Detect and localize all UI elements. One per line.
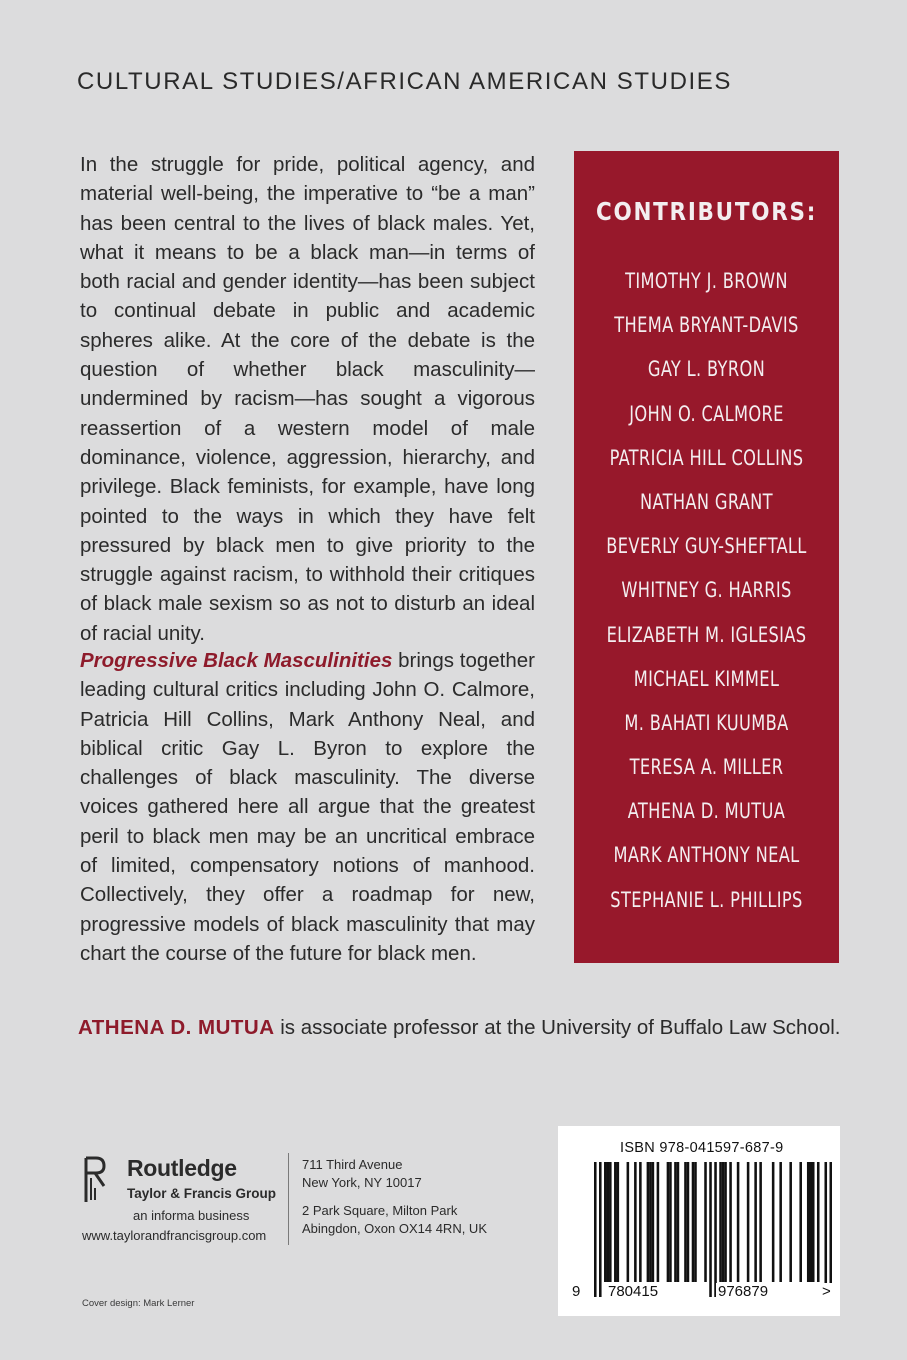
barcode-bar <box>789 1162 792 1282</box>
address-line: New York, NY 10017 <box>302 1175 422 1190</box>
publisher-name: Routledge <box>127 1155 237 1181</box>
barcode-bar <box>772 1162 775 1282</box>
contributor-name: MICHAEL KIMMEL <box>633 666 780 691</box>
publisher-url[interactable]: www.taylorandfrancisgroup.com <box>82 1228 267 1243</box>
barcode-bar <box>614 1162 617 1282</box>
barcode-bar <box>812 1162 815 1282</box>
barcode-bar <box>747 1162 750 1282</box>
contributors-heading: CONTRIBUTORS: <box>595 197 818 226</box>
barcode-bar <box>704 1162 707 1282</box>
contributor-name: TERESA A. MILLER <box>629 755 784 780</box>
barcode-arrow: > <box>822 1283 831 1300</box>
barcode-bar <box>737 1162 740 1282</box>
barcode-bar <box>599 1162 602 1297</box>
barcode-bar <box>684 1162 687 1282</box>
description-text-2 <box>80 646 535 968</box>
contributor-name: NATHAN GRANT <box>640 489 773 514</box>
barcode-bar <box>692 1162 695 1282</box>
barcode-bar <box>687 1162 690 1282</box>
address-new-york <box>302 1156 422 1192</box>
barcode-bar <box>674 1162 677 1282</box>
category-label: CULTURAL STUDIES/AFRICAN AMERICAN STUDIES <box>77 68 733 95</box>
barcode-bar <box>609 1162 612 1282</box>
contributor-name: WHITNEY G. HARRIS <box>621 578 792 603</box>
contributor-name: PATRICIA HILL COLLINS <box>609 445 804 470</box>
publisher-group: Taylor & Francis Group <box>127 1186 277 1201</box>
barcode-lead-digit: 9 <box>572 1283 581 1300</box>
contributor-name: GAY L. BYRON <box>647 357 766 382</box>
contributor-name: JOHN O. CALMORE <box>629 401 784 426</box>
barcode-bar <box>759 1162 762 1282</box>
barcode-bar <box>607 1162 610 1282</box>
address-line: 2 Park Square, Milton Park <box>302 1203 458 1218</box>
barcode-bar <box>634 1162 637 1282</box>
barcode-bar <box>719 1162 722 1282</box>
contributors-panel <box>574 151 839 963</box>
barcode-bar <box>652 1162 655 1282</box>
barcode-bar <box>657 1162 660 1282</box>
contributor-name: M. BAHATI KUUMBA <box>624 710 789 735</box>
barcode-bar <box>627 1162 630 1282</box>
barcode-panel <box>558 1126 840 1316</box>
contributor-name: THEMA BRYANT-DAVIS <box>614 313 799 338</box>
cover-design-credit: Cover design: Mark Lerner <box>82 1298 195 1309</box>
barcode-bar <box>617 1162 620 1282</box>
barcode-bar <box>714 1162 717 1297</box>
barcode-bar <box>824 1162 827 1297</box>
barcode-bar <box>817 1162 820 1282</box>
address-divider <box>288 1153 289 1245</box>
address-line: Abingdon, Oxon OX14 4RN, UK <box>302 1221 487 1236</box>
barcode-bar <box>799 1162 802 1282</box>
publisher-tagline: an informa business <box>133 1208 250 1223</box>
barcode-bar <box>809 1162 812 1282</box>
barcode-bar <box>722 1162 725 1282</box>
book-title: Progressive Black Masculinities <box>80 649 393 672</box>
barcode-bar <box>694 1162 697 1282</box>
address-line: 711 Third Avenue <box>302 1157 403 1172</box>
editor-name: ATHENA D. MUTUA <box>78 1016 275 1039</box>
isbn-label: ISBN 978-041597-687-9 <box>620 1140 784 1156</box>
barcode-bar <box>639 1162 642 1282</box>
editor-bio <box>78 1016 840 1040</box>
contributor-name: ATHENA D. MUTUA <box>627 799 786 824</box>
barcode-right-digits: 976879 <box>718 1283 769 1300</box>
contributor-name: TIMOTHY J. BROWN <box>625 269 788 293</box>
address-uk <box>302 1202 487 1238</box>
description-paragraph-1 <box>80 150 535 648</box>
barcode-bar <box>754 1162 757 1282</box>
contributor-name: STEPHANIE L. PHILLIPS <box>610 887 803 912</box>
barcode-bar <box>604 1162 607 1282</box>
barcode-bar <box>829 1162 832 1297</box>
editor-bio-text: is associate professor at the University of Buffalo Law School. <box>274 1016 841 1039</box>
barcode-bar <box>669 1162 672 1282</box>
barcode-bar <box>649 1162 652 1282</box>
description-paragraph-2 <box>80 646 535 968</box>
barcode-left-digits: 780415 <box>608 1283 659 1300</box>
barcode-bar <box>594 1162 597 1297</box>
barcode-bar <box>647 1162 650 1282</box>
barcode-bar <box>724 1162 727 1282</box>
contributors-list <box>574 259 839 922</box>
barcode-bar <box>807 1162 810 1282</box>
contributor-name: BEVERLY GUY-SHEFTALL <box>606 534 807 559</box>
description-text-1: In the struggle for pride, political agency, and material well-being, the imperative to “be a man” has been central to the lives of black males. Yet, what it means to be a black man—in terms of both racial and gender identity—has been subject to continual debate in public and academic spheres alike. At the core of the debate is the question of whether black masculinity—undermined by racism—has sought a vigorous reassertion of a western model of male dominance, violence, aggression, hierarchy, and privilege. Black feminists, for example, have long pointed to the ways in which they have felt pressured by black men to give priority to the struggle against racism, to withhold their critiques of black male sexism so as not to disturb an ideal of racial unity. <box>80 153 535 645</box>
routledge-logo-icon <box>82 1156 108 1204</box>
contributor-name: MARK ANTHONY NEAL <box>613 843 800 868</box>
barcode-icon <box>594 1162 832 1297</box>
barcode-bar <box>677 1162 680 1282</box>
barcode-bar <box>729 1162 732 1282</box>
barcode-bar <box>709 1162 712 1297</box>
barcode-bar <box>779 1162 782 1282</box>
description-text-2-rest: brings together leading cultural critics including John O. Calmore, Patricia Hill Collins, Mark Anthony Neal, and biblical critic Gay L. Byron to explore the challenges of black masculinity. The diverse voices gathered here all argue that the greatest peril to black men may be an uncritical embrace of limited, compensatory notions of manhood. Collectively, they offer a roadmap for new, progressive models of black masculinity that may chart the course of the future for black men. <box>80 649 535 965</box>
contributor-name: ELIZABETH M. IGLESIAS <box>606 622 807 647</box>
barcode-bar <box>667 1162 670 1282</box>
